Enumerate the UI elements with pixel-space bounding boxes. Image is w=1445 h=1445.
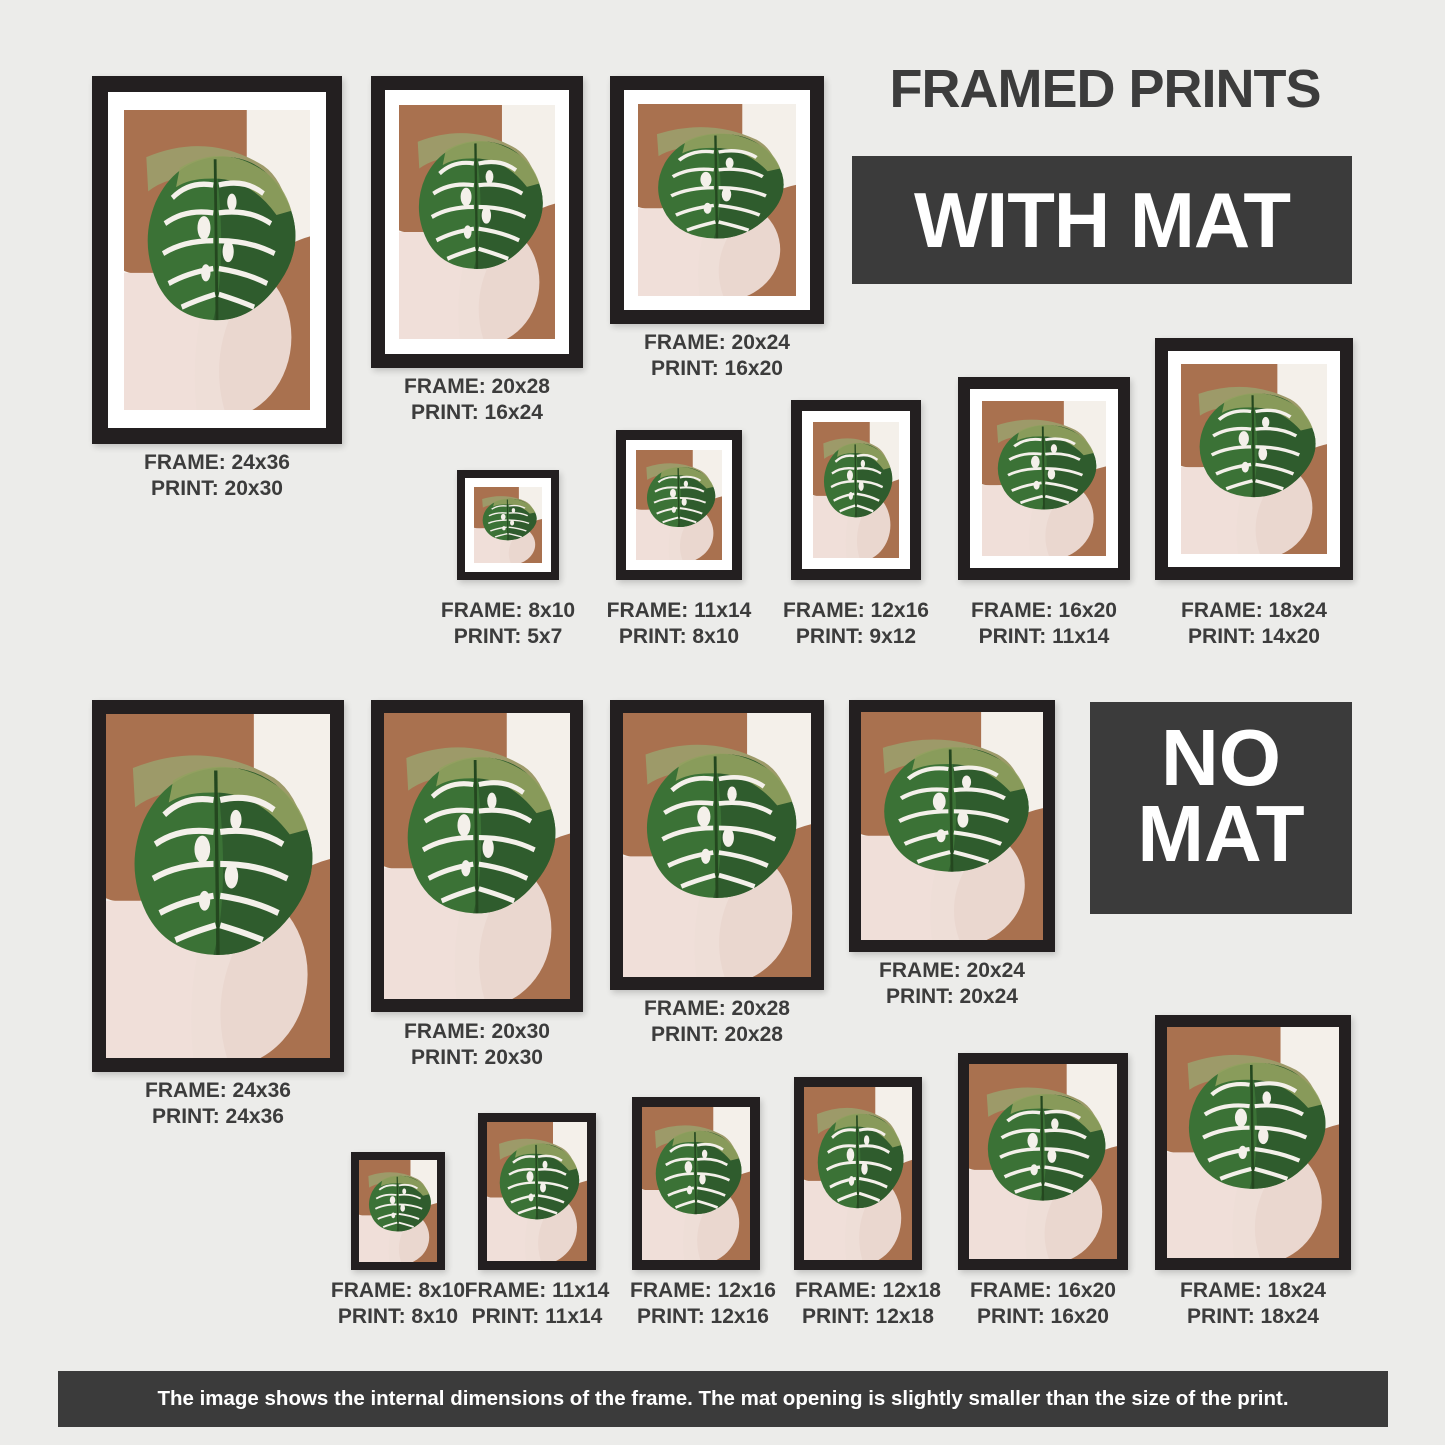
artwork-monstera [124,110,310,410]
mat [624,90,810,310]
caption-with-mat-16x20 [924,598,1164,649]
artwork-monstera [1167,1027,1339,1258]
frame-with-mat-24x36[interactable] [92,76,342,444]
artwork-monstera [636,450,722,560]
caption-print: PRINT: 18x24 [1187,1304,1319,1328]
frame-with-mat-11x14[interactable] [616,430,742,580]
artwork-monstera [384,713,570,999]
caption-frame: FRAME: 24x36 [144,451,290,474]
frame-with-mat-20x24[interactable] [610,76,824,324]
artwork-monstera [861,712,1043,940]
caption-no-mat-20x24 [832,958,1072,1009]
artwork-monstera [399,105,555,339]
caption-print: PRINT: 20x30 [151,476,283,500]
caption-print: PRINT: 12x16 [637,1304,769,1328]
caption-print: PRINT: 24x36 [152,1104,284,1128]
frame-no-mat-12x16[interactable] [632,1097,760,1270]
artwork-monstera [642,1107,750,1260]
caption-frame: FRAME: 20x28 [644,997,790,1020]
artwork-monstera [359,1160,437,1262]
caption-frame: FRAME: 20x28 [404,375,550,398]
frame-no-mat-20x28[interactable] [610,700,824,990]
frame-with-mat-8x10[interactable] [457,470,559,580]
frame-with-mat-16x20[interactable] [958,377,1130,580]
mat [1168,351,1340,567]
caption-print: PRINT: 11x14 [471,1304,603,1328]
caption-with-mat-20x24 [597,330,837,381]
frame-no-mat-16x20[interactable] [958,1053,1128,1270]
caption-print: PRINT: 20x24 [886,984,1018,1008]
caption-no-mat-18x24 [1133,1278,1373,1329]
caption-frame: FRAME: 8x10 [440,599,576,622]
caption-with-mat-18x24 [1134,598,1374,649]
caption-print: PRINT: 12x18 [802,1304,934,1328]
artwork-monstera [804,1087,912,1260]
caption-frame: FRAME: 20x30 [404,1020,550,1043]
caption-frame: FRAME: 12x16 [783,599,929,622]
caption-frame: FRAME: 24x36 [145,1079,291,1102]
frame-no-mat-8x10[interactable] [351,1152,445,1270]
artwork-monstera [982,401,1106,556]
caption-with-mat-20x28 [357,374,597,425]
artwork-monstera [969,1064,1117,1259]
caption-no-mat-24x36 [98,1078,338,1129]
caption-frame: FRAME: 20x24 [879,959,1025,982]
frame-no-mat-20x24[interactable] [849,700,1055,952]
artwork-monstera [813,422,899,558]
caption-frame: FRAME: 18x24 [1180,1279,1326,1302]
caption-frame: FRAME: 16x20 [971,599,1117,622]
heading-no-mat-line2: MAT [1137,789,1305,878]
frame-with-mat-18x24[interactable] [1155,338,1353,580]
caption-print: PRINT: 16x20 [651,356,783,380]
caption-print: PRINT: 5x7 [453,624,563,648]
frame-no-mat-12x18[interactable] [794,1077,922,1270]
heading-no-mat-line1: NO [1161,713,1281,802]
heading-with-mat: WITH MAT [852,156,1352,284]
caption-with-mat-24x36 [97,450,337,501]
frame-with-mat-12x16[interactable] [791,400,921,580]
caption-print: PRINT: 8x10 [618,624,740,648]
mat [970,389,1118,568]
caption-frame: FRAME: 11x14 [464,1279,610,1302]
caption-no-mat-16x20 [923,1278,1163,1329]
caption-print: PRINT: 14x20 [1188,624,1320,648]
mat [108,92,326,428]
frame-no-mat-11x14[interactable] [478,1113,596,1270]
caption-frame: FRAME: 20x24 [644,331,790,354]
caption-print: PRINT: 8x10 [337,1304,459,1328]
caption-print: PRINT: 16x24 [411,400,543,424]
footer-note: The image shows the internal dimensions of the frame. The mat opening is slightly smaller than the size of the print. [58,1371,1388,1427]
caption-frame: FRAME: 8x10 [330,1279,466,1302]
artwork-monstera [474,487,542,563]
frame-no-mat-24x36[interactable] [92,700,344,1072]
artwork-monstera [1181,364,1327,554]
heading-no-mat [1090,702,1352,914]
mat [626,440,732,570]
artwork-monstera [623,713,811,977]
frame-with-mat-20x28[interactable] [371,76,583,368]
caption-print: PRINT: 9x12 [795,624,917,648]
caption-frame: FRAME: 18x24 [1181,599,1327,622]
caption-no-mat-20x30 [357,1019,597,1070]
caption-print: PRINT: 20x30 [411,1045,543,1069]
caption-print: PRINT: 11x14 [978,624,1110,648]
caption-print: PRINT: 16x20 [977,1304,1109,1328]
caption-frame: FRAME: 12x18 [795,1279,941,1302]
frame-no-mat-18x24[interactable] [1155,1015,1351,1270]
caption-frame: FRAME: 11x14 [606,599,752,622]
artwork-monstera [638,104,796,296]
mat [465,478,551,572]
artwork-monstera [487,1122,587,1261]
caption-frame: FRAME: 12x16 [630,1279,776,1302]
frame-no-mat-20x30[interactable] [371,700,583,1012]
artwork-monstera [106,714,330,1058]
mat [802,411,910,569]
mat [385,90,569,354]
caption-no-mat-20x28 [597,996,837,1047]
caption-frame: FRAME: 16x20 [970,1279,1116,1302]
heading-framed-prints: FRAMED PRINTS [889,59,1321,119]
caption-print: PRINT: 20x28 [651,1022,783,1046]
